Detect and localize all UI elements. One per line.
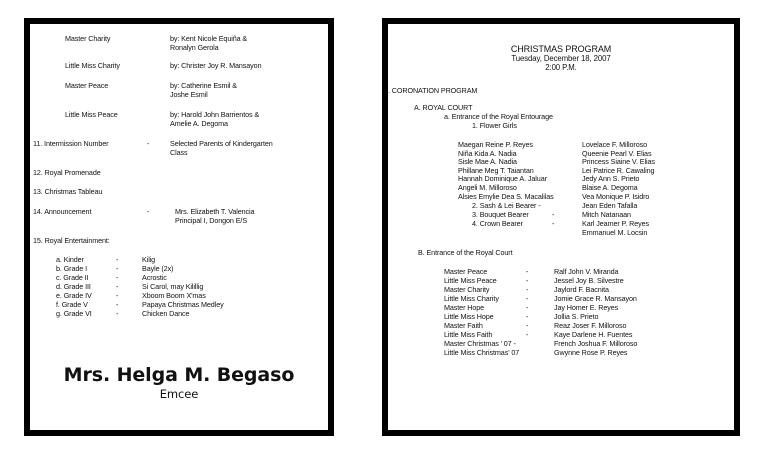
- court-name: French Joshua F. Milloroso: [554, 339, 638, 348]
- award-title: Little Miss Peace: [65, 110, 118, 119]
- court-dash: -: [526, 267, 529, 276]
- item-dash: -: [147, 139, 150, 148]
- court-title: Little Miss Peace: [444, 276, 497, 285]
- bearer-name: Jean Eden Tafalla: [582, 201, 638, 210]
- subsection-item: a. Entrance of the Royal Entourage: [444, 112, 553, 121]
- court-title: Little Miss Faith: [444, 330, 493, 339]
- court-name: Kaye Darlene H. Fuentes: [554, 330, 633, 339]
- award-by: by: Christer Joy R. Mansayon: [170, 61, 262, 70]
- grade-label: a. Kinder: [56, 255, 84, 264]
- court-dash: -: [526, 321, 529, 330]
- court-title: Master Hope: [444, 303, 485, 312]
- program-date: Tuesday, December 18, 2007: [511, 54, 611, 63]
- court-title: Little Miss Charity: [444, 294, 499, 303]
- program-item: 15. Royal Entertainment:: [33, 236, 110, 245]
- bearer-dash: -: [552, 219, 555, 228]
- grade-dash: -: [116, 264, 119, 273]
- flower-girls-list: Maegan Reine P. Reyes Niña Kida A. Nadia Sisle Mae A. Nadia Phillane Meg T. Taiantan Hannah Dominique A. Jaluar Angeli M. Milloroso Alsies Emylie Dea S. Macalilas: [458, 140, 554, 201]
- court-name: Jay Homer E. Reyes: [554, 303, 619, 312]
- grade-dash: -: [116, 291, 119, 300]
- court-dash: -: [526, 312, 529, 321]
- award-by: by: Catherine Esmil & Joshe Esmil: [170, 81, 238, 99]
- grade-dash: -: [116, 309, 119, 318]
- court-dash: -: [526, 330, 529, 339]
- court-name: Reaz Joser F. Milloroso: [554, 321, 627, 330]
- grade-label: b. Grade I: [56, 264, 87, 273]
- flower-girls-label: 1. Flower Girls: [472, 121, 517, 130]
- award-title: Master Peace: [65, 81, 109, 90]
- grade-dash: -: [116, 300, 119, 309]
- court-title: Little Miss Hope: [444, 312, 494, 321]
- subsection-heading: A. ROYAL COURT: [414, 103, 473, 112]
- grade-act: Kilig: [142, 255, 156, 264]
- court-name: Jomie Grace R. Mansayon: [554, 294, 637, 303]
- program-item: 14. Announcement: [33, 207, 92, 216]
- grade-act: Si Carol, may Kilillig: [142, 282, 204, 291]
- court-dash: -: [526, 285, 529, 294]
- grade-dash: -: [116, 273, 119, 282]
- subsection-heading: B. Entrance of the Royal Court: [418, 248, 513, 257]
- program-item: 11. Intermission Number: [33, 139, 109, 148]
- court-dash: -: [526, 294, 529, 303]
- grade-act: Chicken Dance: [142, 309, 190, 318]
- court-name: Jaylord F. Bacnita: [554, 285, 609, 294]
- court-title: Master Peace: [444, 267, 488, 276]
- award-by: by: Harold John Barrientos & Amelie A. Degoma: [170, 110, 260, 128]
- emcee-role: Emcee: [159, 387, 199, 401]
- item-dash: -: [147, 207, 150, 216]
- grade-label: c. Grade II: [56, 273, 89, 282]
- court-title: Master Faith: [444, 321, 483, 330]
- grade-dash: -: [116, 282, 119, 291]
- grade-act: Papaya Christmas Medley: [142, 300, 224, 309]
- flower-girls-list: Lovelace F. Milloroso Queenie Pearl V. Elias Princess Siaine V. Elias Lei Patrice R. Cawaling Jedy Ann S. Prieto Blaise A. Degoma Vea Monique P. Isidro: [582, 140, 655, 201]
- grade-act: Xboom Boom X'mas: [142, 291, 206, 300]
- program-time: 2:00 P.M.: [545, 63, 577, 72]
- award-title: Little Miss Charity: [65, 61, 120, 70]
- program-title: CHRISTMAS PROGRAM: [510, 44, 612, 54]
- court-name: Jessel Joy B. Silvestre: [554, 276, 624, 285]
- program-item: 13. Christmas Tableau: [33, 187, 103, 196]
- grade-dash: -: [116, 255, 119, 264]
- court-title: Little Miss Christmas' 07: [444, 348, 520, 357]
- program-page-left: [24, 18, 334, 436]
- court-name: Jollia S. Prieto: [554, 312, 599, 321]
- bearer-name: Mitch Natanaan: [582, 210, 631, 219]
- court-name: Ralf John V. Miranda: [554, 267, 619, 276]
- court-dash: -: [526, 276, 529, 285]
- program-page-right: [382, 18, 740, 436]
- bearer-name: Karl Jeamer P. Reyes Emmanuel M. Locsin: [582, 219, 649, 237]
- grade-label: d. Grade III: [56, 282, 91, 291]
- bearer-dash: -: [552, 210, 555, 219]
- award-by: by: Kent Nicole Equiña & Ronalyn Gerola: [170, 34, 248, 52]
- court-title: Master Charity: [444, 285, 490, 294]
- program-item: 12. Royal Promenade: [33, 168, 101, 177]
- grade-act: Bayle (2x): [142, 264, 174, 273]
- court-name: Gwynne Rose P. Reyes: [554, 348, 628, 357]
- bearer-role: 2. Sash & Lei Bearer -: [472, 201, 541, 210]
- court-title: Master Christmas ' 07 -: [444, 339, 516, 348]
- award-title: Master Charity: [65, 34, 111, 43]
- item-detail: Mrs. Elizabeth T. Valencia Principal I, Dongon E/S: [175, 207, 255, 225]
- grade-act: Acrostic: [142, 273, 167, 282]
- section-heading: . CORONATION PROGRAM: [388, 86, 478, 95]
- grade-label: f. Grade V: [56, 300, 88, 309]
- emcee-name: Mrs. Helga M. Begaso: [63, 364, 295, 386]
- grade-label: e. Grade IV: [56, 291, 92, 300]
- grade-label: g. Grade VI: [56, 309, 92, 318]
- bearer-role: 3. Bouquet Bearer: [472, 210, 529, 219]
- bearer-role: 4. Crown Bearer: [472, 219, 523, 228]
- court-dash: -: [526, 303, 529, 312]
- item-detail: Selected Parents of Kindergarten Class: [170, 139, 273, 157]
